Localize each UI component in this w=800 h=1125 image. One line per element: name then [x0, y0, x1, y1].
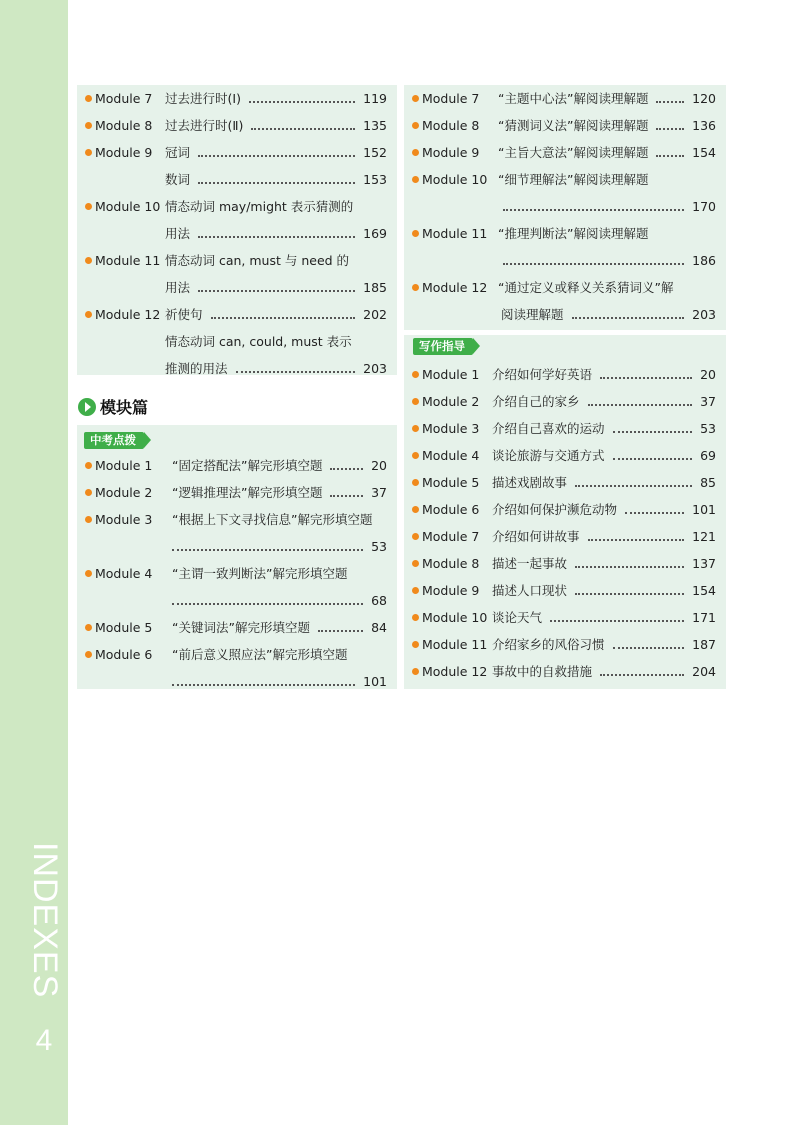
- index-entry[interactable]: [404, 220, 726, 247]
- entry-title: 推测的用法: [165, 361, 228, 376]
- entry-page-number: 68: [371, 593, 387, 608]
- bullet-dot: [412, 149, 419, 156]
- bullet-dot: [412, 452, 419, 459]
- entry-page-number: 154: [692, 583, 716, 598]
- bullet-dot: [85, 122, 92, 129]
- right-top-panel: [404, 85, 726, 330]
- entry-module: Module 6: [422, 502, 480, 517]
- index-entry[interactable]: [77, 112, 397, 139]
- bullet-dot: [85, 489, 92, 496]
- entry-title: “主题中心法”解阅读理解题: [498, 91, 649, 106]
- entry-title: 介绍自己的家乡: [492, 394, 580, 409]
- entry-page-number: 204: [692, 664, 716, 679]
- entry-title: 描述人口现状: [492, 583, 568, 598]
- entry-title: “前后意义照应法”解完形填空题: [172, 647, 348, 662]
- entry-page-number: 135: [363, 118, 387, 133]
- index-entry[interactable]: [404, 139, 726, 166]
- tag-writing: 写作指导: [413, 338, 473, 355]
- bullet-dot: [85, 570, 92, 577]
- entry-title: “细节理解法”解阅读理解题: [498, 172, 649, 187]
- dot-leader: [172, 684, 355, 686]
- entry-page-number: 84: [371, 620, 387, 635]
- section-title: 模块篇: [100, 398, 149, 417]
- index-entry[interactable]: [77, 641, 397, 668]
- entry-page-number: 120: [692, 91, 716, 106]
- index-entry[interactable]: [77, 614, 397, 641]
- entry-title: “固定搭配法”解完形填空题: [172, 458, 323, 473]
- dot-leader: [613, 647, 685, 649]
- dot-leader: [249, 101, 355, 103]
- entry-page-number: 203: [692, 307, 716, 322]
- entry-title: 冠词: [165, 145, 191, 160]
- index-entry[interactable]: [404, 496, 726, 523]
- entry-module: Module 5: [422, 475, 480, 490]
- index-entry[interactable]: [404, 550, 726, 577]
- entry-title: 介绍如何学好英语: [492, 367, 593, 382]
- index-entry[interactable]: [77, 247, 397, 274]
- dot-leader: [613, 431, 693, 433]
- bullet-dot: [85, 462, 92, 469]
- entry-module: Module 6: [95, 647, 153, 662]
- entry-page-number: 37: [371, 485, 387, 500]
- index-entry[interactable]: [77, 85, 397, 112]
- dot-leader: [211, 317, 356, 319]
- entry-page-number: 20: [700, 367, 716, 382]
- bullet-dot: [85, 651, 92, 658]
- entry-title: “推理判断法”解阅读理解题: [498, 226, 649, 241]
- entry-page-number: 170: [692, 199, 716, 214]
- entry-page-number: 152: [363, 145, 387, 160]
- bullet-dot: [412, 587, 419, 594]
- entry-module: Module 7: [422, 529, 480, 544]
- dot-leader: [172, 603, 363, 605]
- play-icon: [78, 398, 96, 416]
- entry-page-number: 203: [363, 361, 387, 376]
- entry-title: 介绍如何讲故事: [492, 529, 580, 544]
- dot-leader: [575, 566, 684, 568]
- entry-page-number: 53: [371, 539, 387, 554]
- dot-leader: [575, 485, 692, 487]
- bullet-dot: [412, 560, 419, 567]
- entry-module: Module 1: [95, 458, 153, 473]
- left-bottom-panel: [77, 425, 397, 689]
- right-bottom-panel: [404, 335, 726, 689]
- entry-module: Module 7: [422, 91, 480, 106]
- entry-module: Module 12: [95, 307, 161, 322]
- index-entry[interactable]: [77, 139, 397, 166]
- dot-leader: [588, 539, 685, 541]
- entry-module: Module 5: [95, 620, 153, 635]
- bullet-dot: [412, 176, 419, 183]
- entry-module: Module 8: [422, 118, 480, 133]
- index-entry[interactable]: [77, 560, 397, 587]
- entry-title: “关键词法”解完形填空题: [172, 620, 310, 635]
- side-page-number: 4: [35, 1024, 53, 1057]
- bullet-dot: [412, 371, 419, 378]
- side-label: [0, 0, 68, 1125]
- entry-title: “猜测词义法”解阅读理解题: [498, 118, 649, 133]
- entry-module: Module 11: [422, 637, 488, 652]
- left-top-panel: [77, 85, 397, 375]
- entry-module: Module 2: [422, 394, 480, 409]
- bullet-dot: [85, 624, 92, 631]
- bullet-dot: [412, 398, 419, 405]
- entry-page-number: 169: [363, 226, 387, 241]
- bullet-dot: [412, 641, 419, 648]
- index-entry[interactable]: [404, 388, 726, 415]
- entry-title: 介绍自己喜欢的运动: [492, 421, 605, 436]
- entry-module: Module 11: [95, 253, 161, 268]
- dot-leader: [330, 495, 363, 497]
- entry-module: Module 1: [422, 367, 480, 382]
- bullet-dot: [412, 614, 419, 621]
- entry-page-number: 171: [692, 610, 716, 625]
- dot-leader: [198, 182, 355, 184]
- entry-title: 情态动词 can, must 与 need 的: [165, 253, 350, 268]
- bullet-dot: [412, 668, 419, 675]
- bullet-dot: [85, 95, 92, 102]
- bullet-dot: [412, 284, 419, 291]
- index-entry[interactable]: [77, 506, 397, 533]
- entry-title: 祈使句: [165, 307, 203, 322]
- entry-title: 情态动词 can, could, must 表示: [165, 334, 352, 349]
- index-entry[interactable]: [404, 112, 726, 139]
- dot-leader: [198, 236, 355, 238]
- bullet-dot: [412, 230, 419, 237]
- bullet-dot: [412, 479, 419, 486]
- bullet-dot: [85, 257, 92, 264]
- entry-module: Module 9: [422, 583, 480, 598]
- bullet-dot: [412, 95, 419, 102]
- entry-page-number: 137: [692, 556, 716, 571]
- index-entry[interactable]: [404, 658, 726, 685]
- index-entry[interactable]: [404, 274, 726, 301]
- index-entry[interactable]: [404, 301, 726, 328]
- entry-page-number: 119: [363, 91, 387, 106]
- dot-leader: [318, 630, 363, 632]
- index-entry[interactable]: [77, 533, 397, 560]
- entry-page-number: 186: [692, 253, 716, 268]
- entry-page-number: 37: [700, 394, 716, 409]
- entry-title: “逻辑推理法”解完形填空题: [172, 485, 323, 500]
- index-entry[interactable]: [404, 577, 726, 604]
- index-entry[interactable]: [77, 328, 397, 355]
- dot-leader: [172, 549, 363, 551]
- entry-page-number: 187: [692, 637, 716, 652]
- entry-page-number: 136: [692, 118, 716, 133]
- dot-leader: [600, 674, 684, 676]
- dot-leader: [330, 468, 363, 470]
- dot-leader: [625, 512, 684, 514]
- entry-title: “主旨大意法”解阅读理解题: [498, 145, 649, 160]
- index-entry[interactable]: [404, 631, 726, 658]
- entry-page-number: 202: [363, 307, 387, 322]
- dot-leader: [656, 155, 684, 157]
- bullet-dot: [412, 533, 419, 540]
- entry-title: 谈论旅游与交通方式: [492, 448, 605, 463]
- entry-title: “通过定义或释义关系猜词义”解: [498, 280, 674, 295]
- entry-module: Module 2: [95, 485, 153, 500]
- index-entry[interactable]: [404, 604, 726, 631]
- entry-module: Module 10: [422, 172, 488, 187]
- dot-leader: [198, 290, 355, 292]
- entry-page-number: 153: [363, 172, 387, 187]
- entry-page-number: 69: [700, 448, 716, 463]
- entry-module: Module 12: [422, 664, 488, 679]
- entry-module: Module 11: [422, 226, 488, 241]
- tag-zhongkao: 中考点拨: [84, 432, 144, 449]
- index-entry[interactable]: [77, 452, 397, 479]
- bullet-dot: [85, 311, 92, 318]
- entry-page-number: 154: [692, 145, 716, 160]
- entry-page-number: 101: [363, 674, 387, 689]
- entry-module: Module 3: [422, 421, 480, 436]
- entry-page-number: 85: [700, 475, 716, 490]
- entry-title: 事故中的自救措施: [492, 664, 593, 679]
- entry-module: Module 8: [95, 118, 153, 133]
- entry-page-number: 185: [363, 280, 387, 295]
- entry-module: Module 4: [95, 566, 153, 581]
- index-entry[interactable]: [404, 361, 726, 388]
- entry-module: Module 3: [95, 512, 153, 527]
- index-entry[interactable]: [77, 193, 397, 220]
- dot-leader: [572, 317, 685, 319]
- index-entry[interactable]: [404, 247, 726, 274]
- entry-page-number: 101: [692, 502, 716, 517]
- entry-title: 过去进行时(Ⅰ): [165, 91, 241, 106]
- entry-title: 阅读理解题: [501, 307, 564, 322]
- dot-leader: [198, 155, 355, 157]
- dot-leader: [251, 128, 355, 130]
- index-entry[interactable]: [404, 469, 726, 496]
- dot-leader: [236, 371, 356, 373]
- entry-module: Module 9: [95, 145, 153, 160]
- entry-module: Module 4: [422, 448, 480, 463]
- index-entry[interactable]: [77, 479, 397, 506]
- dot-leader: [613, 458, 693, 460]
- entry-module: Module 9: [422, 145, 480, 160]
- index-entry[interactable]: [404, 166, 726, 193]
- index-entry[interactable]: [404, 415, 726, 442]
- bullet-dot: [412, 122, 419, 129]
- bullet-dot: [85, 203, 92, 210]
- index-entry[interactable]: [77, 220, 397, 247]
- index-entry[interactable]: [404, 193, 726, 220]
- entry-title: 数词: [165, 172, 191, 187]
- dot-leader: [656, 128, 684, 130]
- index-entry[interactable]: [404, 85, 726, 112]
- index-entry[interactable]: [77, 166, 397, 193]
- bullet-dot: [412, 425, 419, 432]
- dot-leader: [575, 593, 684, 595]
- bullet-dot: [85, 149, 92, 156]
- index-entry[interactable]: [77, 301, 397, 328]
- entry-title: 过去进行时(Ⅱ): [165, 118, 244, 133]
- dot-leader: [503, 263, 684, 265]
- dot-leader: [550, 620, 684, 622]
- entry-page-number: 121: [692, 529, 716, 544]
- index-entry[interactable]: [77, 274, 397, 301]
- indexes-vertical-text: INDEXES: [26, 842, 64, 999]
- entry-module: Module 8: [422, 556, 480, 571]
- dot-leader: [600, 377, 692, 379]
- bullet-dot: [85, 516, 92, 523]
- bullet-dot: [412, 506, 419, 513]
- entry-module: Module 7: [95, 91, 153, 106]
- entry-title: 介绍家乡的风俗习惯: [492, 637, 605, 652]
- index-entry[interactable]: [77, 355, 397, 382]
- entry-page-number: 20: [371, 458, 387, 473]
- entry-title: 描述戏剧故事: [492, 475, 568, 490]
- entry-module: Module 12: [422, 280, 488, 295]
- entry-title: “根据上下文寻找信息”解完形填空题: [172, 512, 373, 527]
- entry-module: Module 10: [95, 199, 161, 214]
- index-entry[interactable]: [404, 442, 726, 469]
- dot-leader: [588, 404, 693, 406]
- entry-title: 情态动词 may/might 表示猜测的: [165, 199, 354, 214]
- entry-title: 用法: [165, 280, 191, 295]
- entry-title: 谈论天气: [492, 610, 543, 625]
- entry-page-number: 53: [700, 421, 716, 436]
- index-entry[interactable]: [77, 587, 397, 614]
- dot-leader: [503, 209, 684, 211]
- entry-title: “主谓一致判断法”解完形填空题: [172, 566, 348, 581]
- index-entry[interactable]: [404, 523, 726, 550]
- entry-title: 介绍如何保护濒危动物: [492, 502, 618, 517]
- entry-module: Module 10: [422, 610, 488, 625]
- dot-leader: [656, 101, 684, 103]
- index-entry[interactable]: [77, 668, 397, 695]
- entry-title: 用法: [165, 226, 191, 241]
- entry-title: 描述一起事故: [492, 556, 568, 571]
